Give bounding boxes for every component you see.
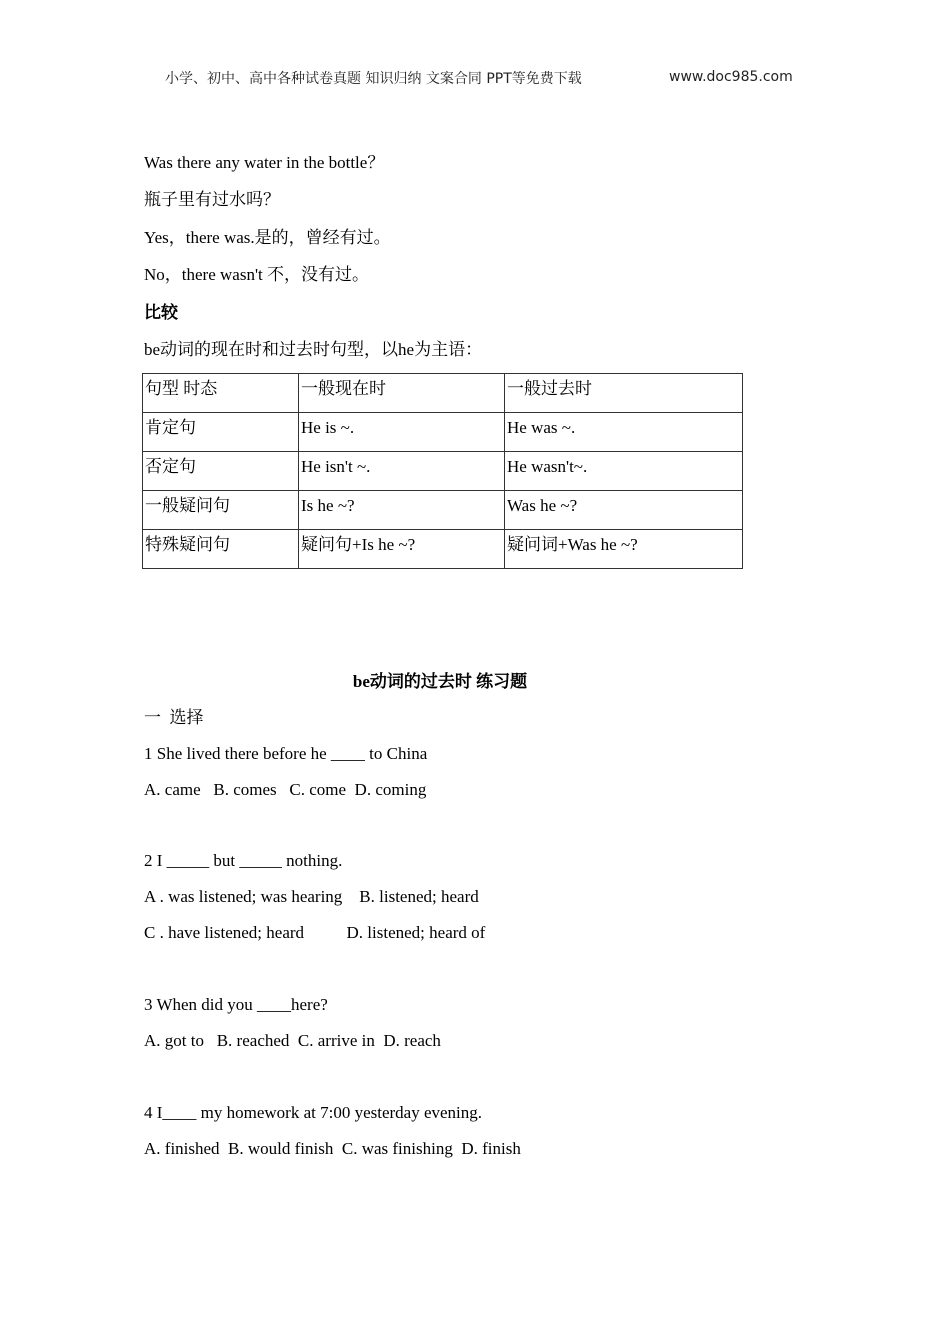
header-website-link[interactable]: www.doc985.com xyxy=(669,69,793,85)
table-cell: 特殊疑问句 xyxy=(143,530,299,569)
table-cell: Is he ~? xyxy=(299,491,505,530)
exercise-section-heading: 一 选择 xyxy=(144,708,204,727)
table-row xyxy=(143,413,743,452)
header-promo-text: 小学、初中、高中各种试卷真题 知识归纳 文案合同 PPT等免费下载 xyxy=(165,71,582,87)
question-3-options: A. got to B. reached C. arrive in D. reach xyxy=(144,1031,441,1050)
intro-yes-answer: Yes，there was.是的，曾经有过。 xyxy=(144,228,391,247)
table-cell: 一般疑问句 xyxy=(143,491,299,530)
tense-comparison-table xyxy=(142,373,743,569)
question-4: 4 I____ my homework at 7:00 yesterday evening. xyxy=(144,1103,483,1122)
table-cell: 肯定句 xyxy=(143,413,299,452)
question-1-options: A. came B. comes C. come D. coming xyxy=(144,780,427,799)
intro-question: Was there any water in the bottle？ xyxy=(144,153,385,172)
question-4-options: A. finished B. would finish C. was finishing D. finish xyxy=(144,1139,521,1158)
table-cell: 否定句 xyxy=(143,452,299,491)
table-header-cell: 一般现在时 xyxy=(299,374,505,413)
table-row xyxy=(143,452,743,491)
intro-question-cn: 瓶子里有过水吗？ xyxy=(144,190,280,209)
table-header-cell: 一般过去时 xyxy=(505,374,743,413)
question-1: 1 She lived there before he ____ to China xyxy=(144,744,428,763)
compare-description: be动词的现在时和过去时句型，以he为主语： xyxy=(144,340,483,359)
table-cell: 疑问词+Was he ~? xyxy=(505,530,743,569)
table-header-cell: 句型 时态 xyxy=(143,374,299,413)
table-row xyxy=(143,491,743,530)
table-cell: He wasn't~. xyxy=(505,452,743,491)
question-2-options-b: C . have listened; heard D. listened; heard of xyxy=(144,923,486,942)
table-row xyxy=(143,530,743,569)
exercise-title: be动词的过去时 练习题 xyxy=(352,672,528,691)
table-cell: He isn't ~. xyxy=(299,452,505,491)
table-cell: He was ~. xyxy=(505,413,743,452)
table-cell: He is ~. xyxy=(299,413,505,452)
table-header-row xyxy=(143,374,743,413)
compare-heading: 比较 xyxy=(144,303,178,322)
question-2-options-a: A . was listened; was hearing B. listened; heard xyxy=(144,887,479,906)
page-header xyxy=(0,68,950,90)
question-2: 2 I _____ but _____ nothing. xyxy=(144,851,343,870)
table-cell: Was he ~? xyxy=(505,491,743,530)
table-cell: 疑问句+Is he ~? xyxy=(299,530,505,569)
intro-no-answer: No，there wasn't 不，没有过。 xyxy=(144,265,369,284)
question-3: 3 When did you ____here? xyxy=(144,995,328,1014)
